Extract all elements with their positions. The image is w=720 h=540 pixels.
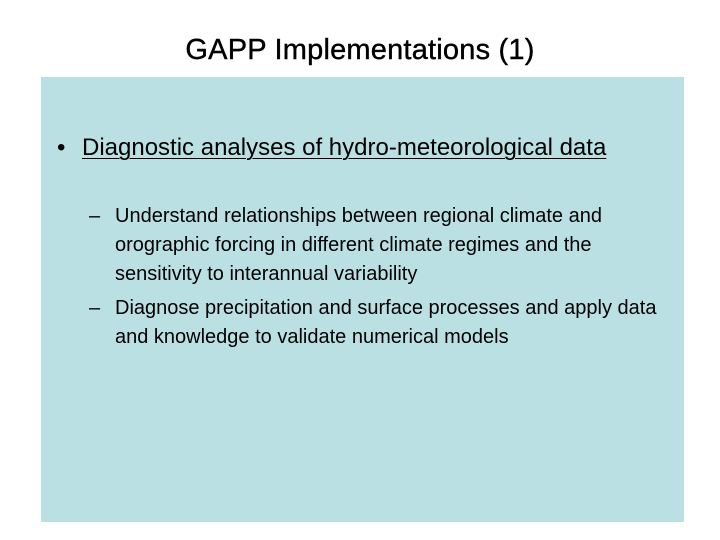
sub-bullet-item: [89, 294, 679, 352]
sub-bullet-item: [89, 202, 679, 289]
bullet-marker: •: [57, 134, 66, 161]
sub-bullet-text: Understand relationships between regional climate and orographic forcing in different climate regimes and the sensitivity to interannual variability: [115, 205, 602, 285]
slide-title: GAPP Implementations (1): [185, 34, 535, 66]
sub-bullet-marker: –: [89, 297, 101, 319]
bullet-text: Diagnostic analyses of hydro-meteorological data: [82, 134, 607, 161]
sub-bullet-marker: –: [89, 205, 101, 227]
sub-bullet-text: Diagnose precipitation and surface processes and apply data and knowledge to validate numerical models: [115, 297, 657, 348]
bullet-item: [57, 131, 677, 165]
